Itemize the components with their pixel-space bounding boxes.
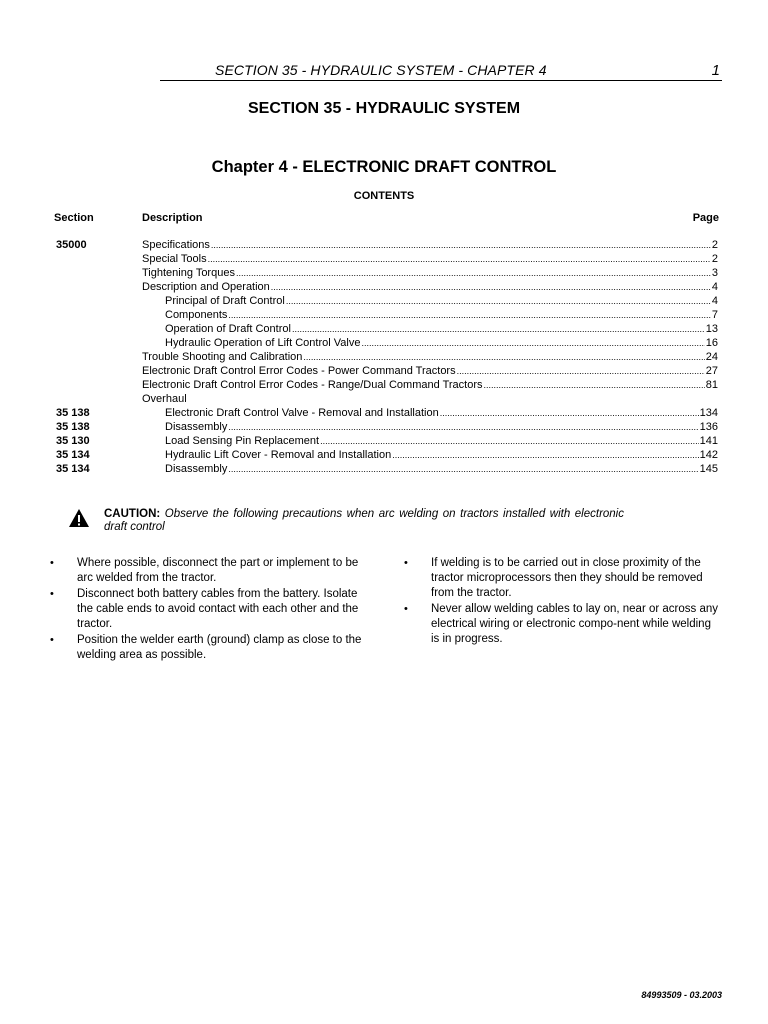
table-of-contents — [0, 238, 768, 476]
toc-entry — [165, 420, 718, 434]
toc-section-number: 35 138 — [56, 421, 90, 433]
bullet-list-left — [50, 556, 365, 664]
toc-leader-dots — [361, 336, 704, 350]
contents-heading: CONTENTS — [353, 190, 415, 202]
toc-description: Electronic Draft Control Valve - Removal and Installation — [165, 407, 439, 419]
toc-section-number: 35 134 — [56, 449, 90, 461]
toc-entry — [165, 406, 718, 420]
toc-description: Hydraulic Operation of Lift Control Valve — [165, 337, 361, 349]
toc-entry — [142, 350, 718, 364]
toc-row — [0, 336, 768, 350]
toc-description: Operation of Draft Control — [165, 323, 291, 335]
toc-entry — [165, 294, 718, 308]
bullet-text: Position the welder earth (ground) clamp as close to the welding area as possible. — [77, 634, 362, 661]
toc-page-number: 142 — [699, 449, 718, 461]
bullet-text: Where possible, disconnect the part or implement to be arc welded from the tractor. — [77, 557, 359, 584]
toc-page-number: 7 — [711, 309, 718, 321]
toc-description: Load Sensing Pin Replacement — [165, 435, 320, 447]
bullet-text: Never allow welding cables to lay on, near or across any electrical wiring or electronic compo-nent while welding is in progress. — [431, 603, 719, 645]
toc-leader-dots — [228, 462, 698, 476]
toc-section-number: 35 138 — [56, 407, 90, 419]
toc-description: Principal of Draft Control — [165, 295, 285, 307]
bullet-item — [50, 556, 365, 586]
toc-row — [0, 406, 768, 420]
bullet-item — [404, 602, 720, 647]
toc-leader-dots — [286, 294, 711, 308]
document-footer: 84993509 - 03.2003 — [641, 990, 722, 1000]
bullet-text: Disconnect both battery cables from the battery. Isolate the cable ends to avoid contact with each other and the tractor. — [77, 588, 359, 630]
toc-page-number: 81 — [705, 379, 718, 391]
toc-leader-dots — [236, 266, 711, 280]
toc-leader-dots — [228, 308, 711, 322]
toc-row — [0, 364, 768, 378]
bullet-item — [404, 556, 720, 601]
toc-leader-dots — [303, 350, 704, 364]
toc-page-number: 4 — [711, 281, 718, 293]
bullet-icon: • — [50, 588, 54, 600]
toc-page-number: 134 — [699, 407, 718, 419]
toc-leader-dots — [271, 280, 711, 294]
toc-entry — [165, 434, 718, 448]
toc-entry — [142, 378, 718, 392]
toc-row — [0, 392, 768, 406]
bullet-item — [50, 633, 365, 663]
toc-page-number: 3 — [711, 267, 718, 279]
toc-entry — [165, 308, 718, 322]
toc-row — [0, 350, 768, 364]
toc-entry — [142, 364, 718, 378]
toc-entry — [165, 462, 718, 476]
toc-page-number: 141 — [699, 435, 718, 447]
toc-description: Hydraulic Lift Cover - Removal and Installation — [165, 449, 392, 461]
toc-entry — [142, 280, 718, 294]
toc-description: Trouble Shooting and Calibration — [142, 351, 303, 363]
toc-row — [0, 378, 768, 392]
toc-leader-dots — [211, 238, 711, 252]
toc-leader-dots — [392, 448, 698, 462]
section-title: SECTION 35 - HYDRAULIC SYSTEM — [247, 100, 521, 117]
toc-row — [0, 420, 768, 434]
toc-row — [0, 448, 768, 462]
page-number: 1 — [711, 62, 720, 79]
toc-row — [0, 462, 768, 476]
caution-body: Observe the following precautions when arc welding on tractors installed with electronic draft control — [104, 508, 624, 533]
toc-page-number: 24 — [705, 351, 718, 363]
toc-page-number: 13 — [705, 323, 718, 335]
toc-leader-dots — [320, 434, 699, 448]
bullet-list-right — [404, 556, 720, 648]
toc-description: Specifications — [142, 239, 210, 251]
bullet-icon: • — [404, 603, 408, 615]
toc-row — [0, 434, 768, 448]
toc-entry — [142, 392, 718, 406]
toc-description: Special Tools — [142, 253, 207, 265]
toc-row — [0, 308, 768, 322]
toc-description: Components — [165, 309, 228, 321]
toc-page-number: 145 — [699, 463, 718, 475]
toc-row — [0, 266, 768, 280]
chapter-title: Chapter 4 - ELECTRONIC DRAFT CONTROL — [211, 158, 557, 176]
bullet-item — [50, 587, 365, 632]
toc-row — [0, 252, 768, 266]
toc-page-number: 2 — [711, 253, 718, 265]
toc-page-number: 16 — [705, 337, 718, 349]
toc-row — [0, 238, 768, 252]
column-header-page: Page — [692, 212, 719, 224]
toc-description: Electronic Draft Control Error Codes - Power Command Tractors — [142, 365, 456, 377]
toc-leader-dots — [484, 378, 705, 392]
caution-label: CAUTION: — [104, 508, 161, 520]
toc-entry — [165, 322, 718, 336]
toc-description: Electronic Draft Control Error Codes - Range/Dual Command Tractors — [142, 379, 483, 391]
toc-description: Disassembly — [165, 421, 228, 433]
running-header — [160, 62, 722, 81]
toc-leader-dots — [208, 252, 711, 266]
toc-description: Disassembly — [165, 463, 228, 475]
toc-row — [0, 280, 768, 294]
toc-row — [0, 322, 768, 336]
toc-entry — [142, 252, 718, 266]
toc-page-number: 136 — [699, 421, 718, 433]
header-title: SECTION 35 - HYDRAULIC SYSTEM - CHAPTER 4 — [215, 62, 547, 78]
toc-entry — [165, 448, 718, 462]
column-header-description: Description — [142, 212, 203, 224]
toc-row — [0, 294, 768, 308]
toc-leader-dots — [228, 420, 698, 434]
warning-triangle-icon — [68, 508, 90, 528]
toc-description: Description and Operation — [142, 281, 270, 293]
toc-leader-dots — [457, 364, 705, 378]
toc-leader-dots — [440, 406, 699, 420]
bullet-icon: • — [50, 634, 54, 646]
toc-entry — [165, 336, 718, 350]
bullet-icon: • — [50, 557, 54, 569]
toc-leader-dots — [292, 322, 705, 336]
column-header-section: Section — [54, 212, 94, 224]
toc-entry — [142, 266, 718, 280]
toc-entry — [142, 238, 718, 252]
toc-page-number: 2 — [711, 239, 718, 251]
toc-page-number: 4 — [711, 295, 718, 307]
toc-section-number: 35 134 — [56, 463, 90, 475]
toc-description: Tightening Torques — [142, 267, 235, 279]
toc-description: Overhaul — [142, 393, 187, 405]
caution-text — [104, 508, 624, 534]
toc-section-number: 35000 — [56, 239, 87, 251]
toc-section-number: 35 130 — [56, 435, 90, 447]
bullet-icon: • — [404, 557, 408, 569]
bullet-text: If welding is to be carried out in close proximity of the tractor microprocessors then they should be removed from the tractor. — [431, 557, 703, 599]
toc-page-number: 27 — [705, 365, 718, 377]
